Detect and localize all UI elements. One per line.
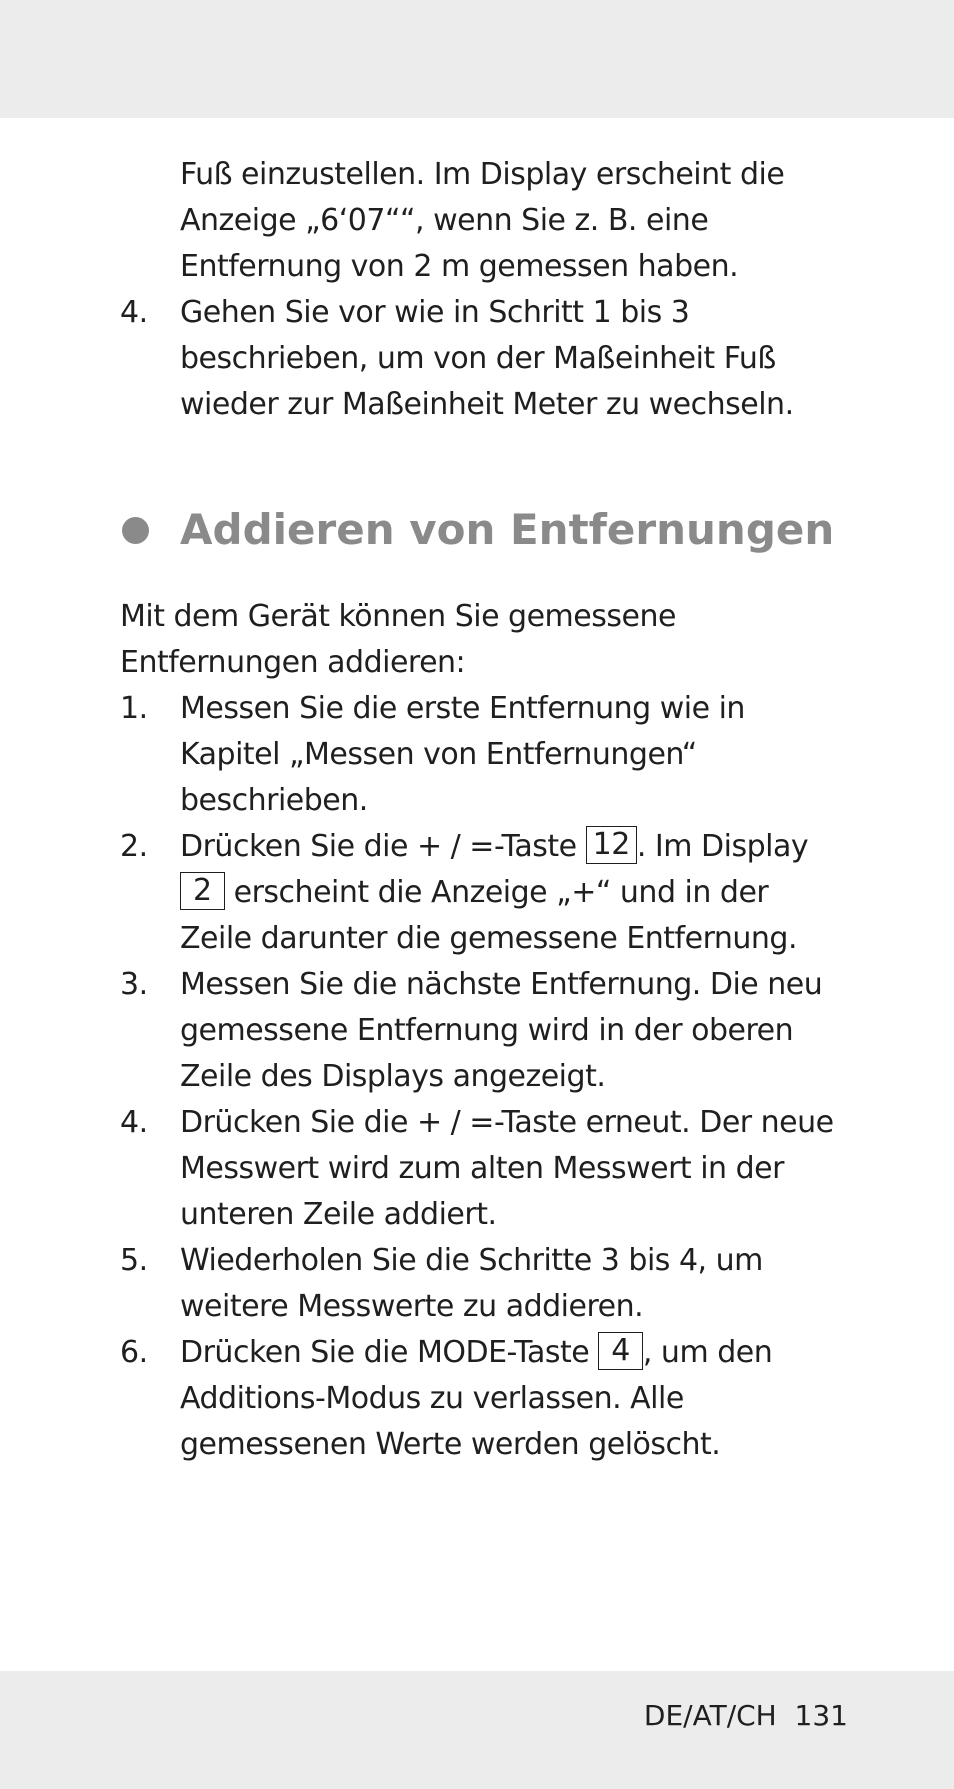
- step-number: 1.: [120, 691, 148, 726]
- step-text: , um den Additions-Modus zu verlassen. Alle gemessenen Werte werden gelöscht.: [180, 1335, 773, 1462]
- list-item: [120, 1330, 840, 1468]
- reference-number-box: 4: [598, 1332, 643, 1370]
- step-text: Drücken Sie die + / =-Taste erneut. Der neue Messwert wird zum alten Messwert in der unteren Zeile addiert.: [180, 1105, 834, 1232]
- header-band: [0, 0, 954, 118]
- continued-paragraph: Fuß einzustellen. Im Display erscheint die Anzeige „6‘07““, wenn Sie z. B. eine Entfernung von 2 m gemessen haben.: [180, 157, 785, 284]
- step-text: Drücken Sie die + / =-Taste: [180, 829, 577, 864]
- section-intro: Mit dem Gerät können Sie gemessene Entfernungen addieren:: [120, 599, 676, 680]
- list-item: [120, 962, 840, 1100]
- step-text: . Im Display: [636, 829, 809, 864]
- page-content: [120, 152, 840, 1468]
- step-text: Messen Sie die erste Entfernung wie in Kapitel „Messen von Entfernungen“ beschrieben.: [180, 691, 745, 818]
- footer-region: DE/AT/CH: [643, 1699, 777, 1732]
- step-text: Drücken Sie die MODE-Taste: [180, 1335, 590, 1370]
- bullet-icon: [122, 517, 149, 544]
- step-number: 3.: [120, 967, 148, 1002]
- steps-list: [120, 686, 840, 1468]
- step-number: 5.: [120, 1243, 148, 1278]
- section-heading: [120, 502, 840, 558]
- previous-steps-list: [120, 290, 840, 428]
- step-text: Gehen Sie vor wie in Schritt 1 bis 3 beschrieben, um von der Maßeinheit Fuß wieder zur Maßeinheit Meter zu wechseln.: [180, 295, 794, 422]
- step-number: 6.: [120, 1335, 148, 1370]
- page-footer: [644, 1696, 848, 1736]
- step-number: 2.: [120, 829, 148, 864]
- list-item: [120, 290, 840, 428]
- list-item: [120, 1238, 840, 1330]
- reference-number-box: 12: [586, 826, 637, 864]
- section-title: Addieren von Entfernungen: [180, 505, 835, 554]
- step-number: 4.: [120, 295, 148, 330]
- step-number: 4.: [120, 1105, 148, 1140]
- list-item: [120, 1100, 840, 1238]
- step-text: erscheint die Anzeige „+“ und in der Zeile darunter die gemessene Entfernung.: [180, 875, 798, 956]
- list-item: [120, 824, 840, 962]
- reference-number-box: 2: [180, 872, 225, 910]
- step-text: Messen Sie die nächste Entfernung. Die neu gemessene Entfernung wird in der oberen Zeile des Displays angezeigt.: [180, 967, 823, 1094]
- list-item: [120, 686, 840, 824]
- page-number: 131: [794, 1699, 848, 1732]
- step-text: Wiederholen Sie die Schritte 3 bis 4, um weitere Messwerte zu addieren.: [180, 1243, 763, 1324]
